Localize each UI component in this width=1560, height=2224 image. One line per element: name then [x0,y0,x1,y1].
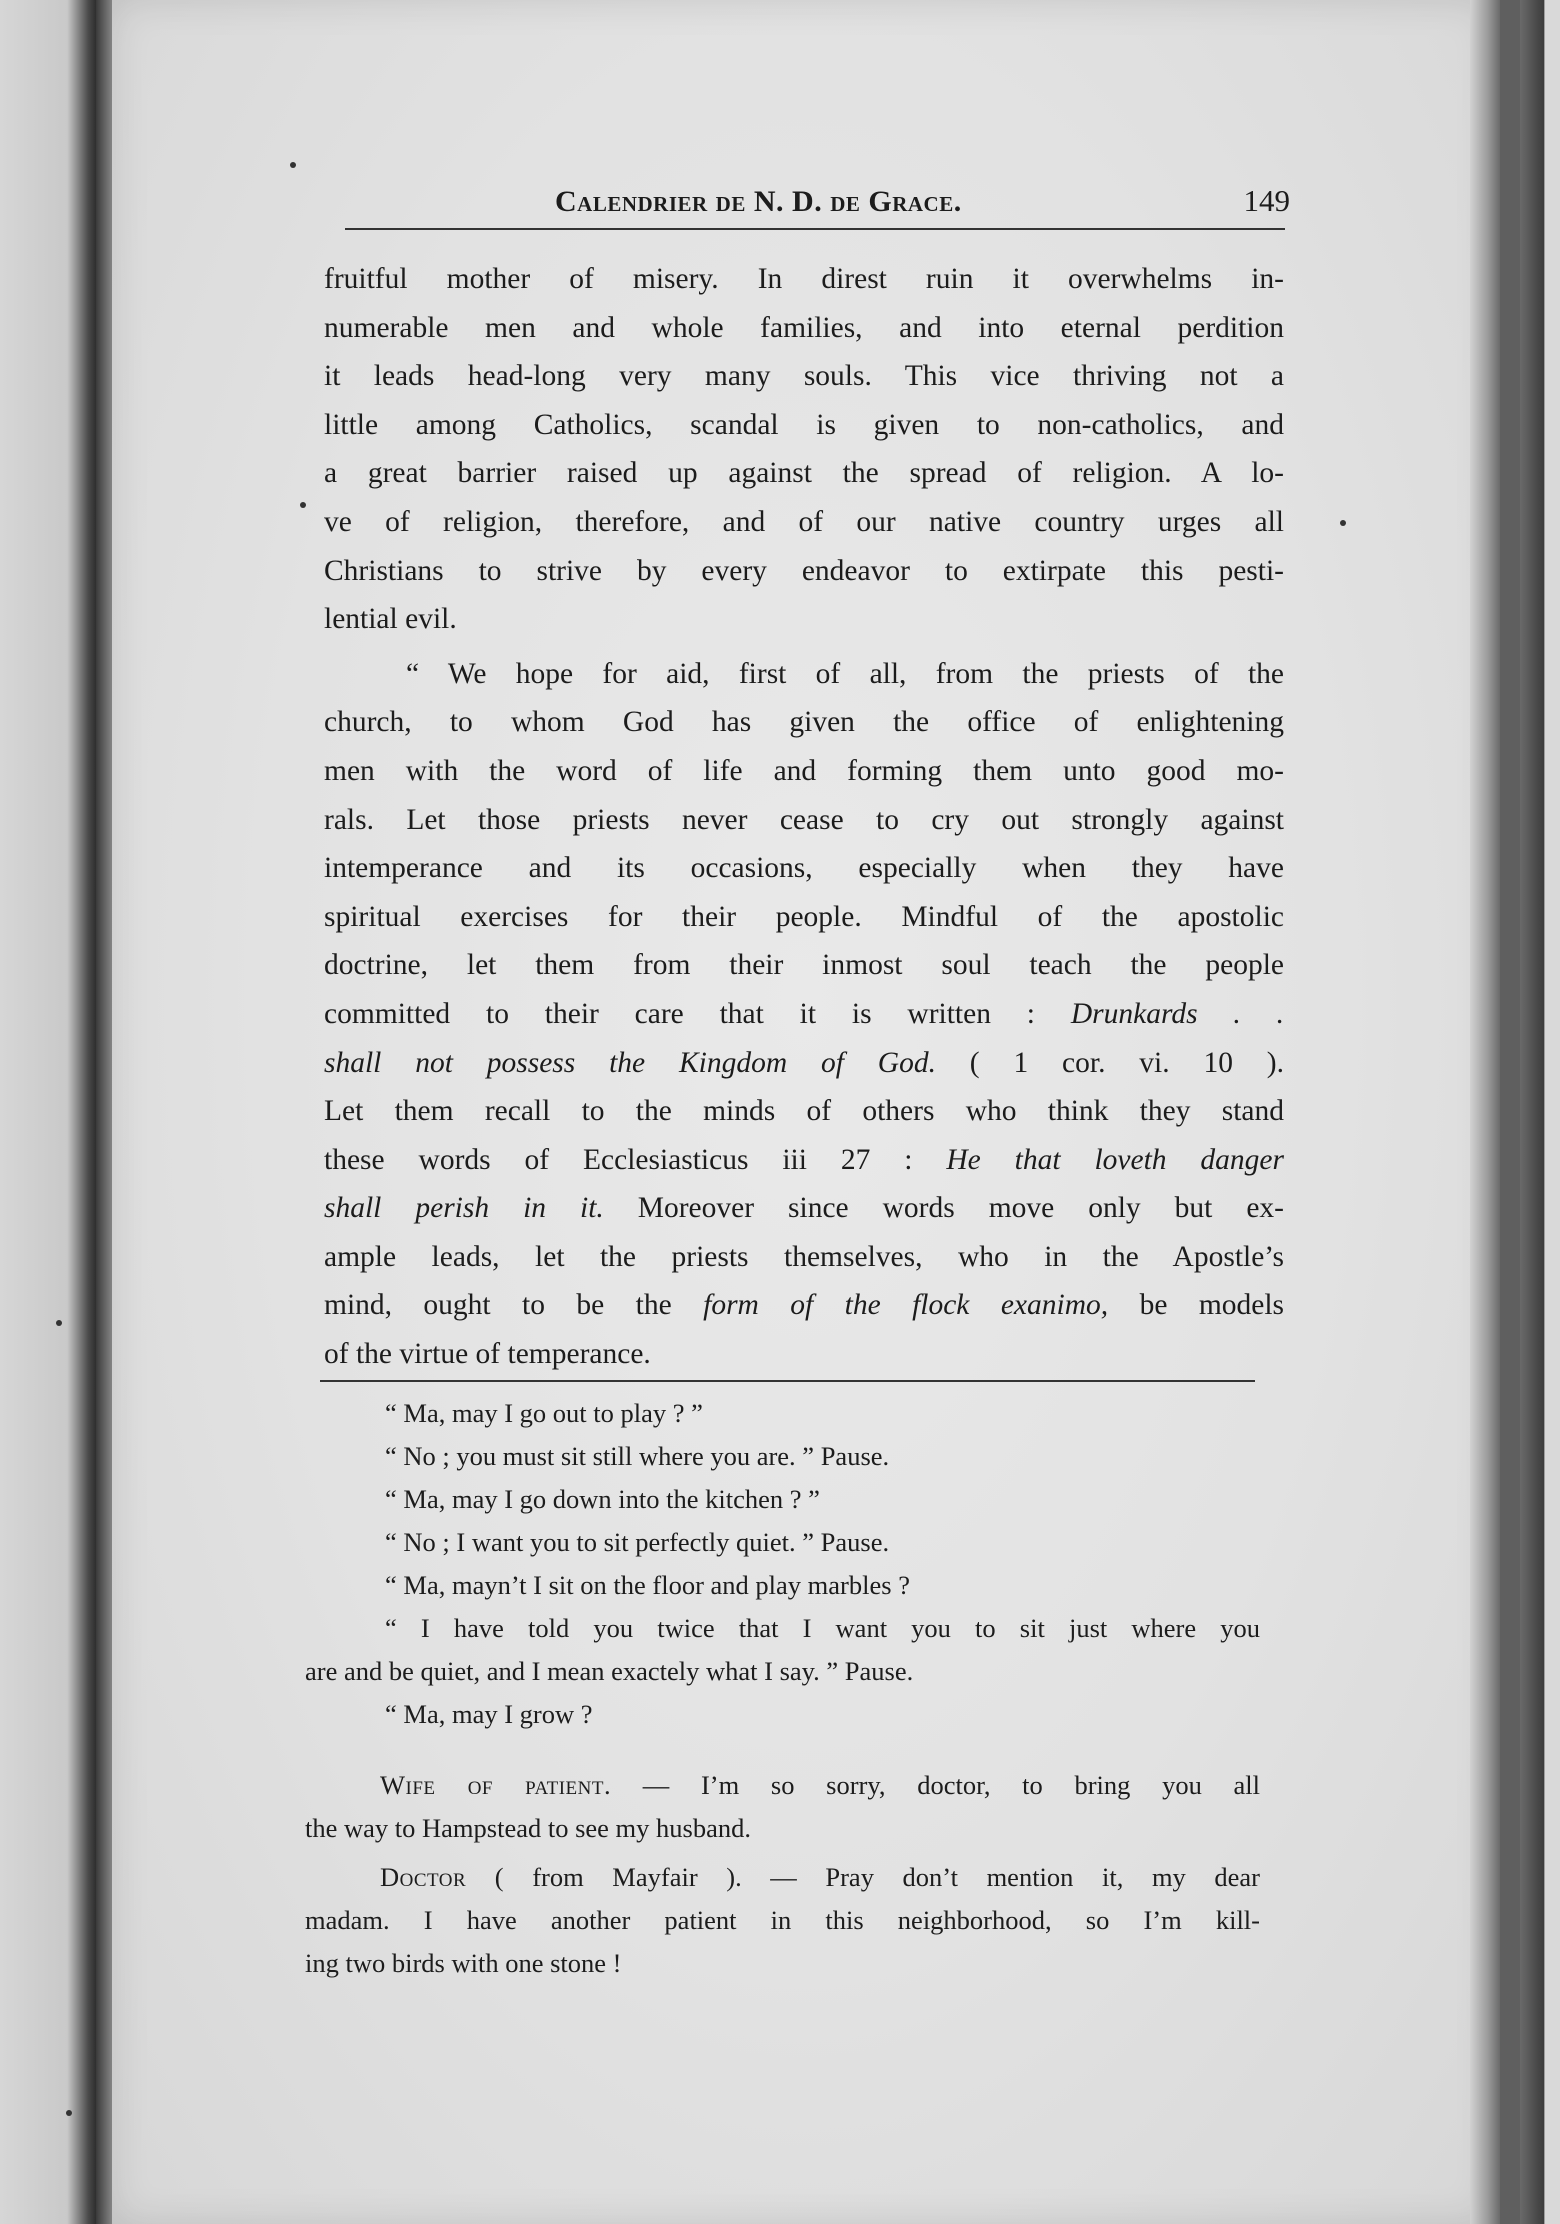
scan-speck [66,2110,72,2116]
dialogue-line: “ No ; you must sit still where you are. ” Pause. [385,1441,890,1471]
anecdote-line: the way to Hampstead to see my husband. [305,1813,751,1843]
running-head [340,175,1290,235]
text-line: spiritual exercises for their people. Mindful of the apostolic [324,900,1284,933]
text-run: ( from Mayfair ). — Pray don’t mention it, my dear [494,1862,1260,1892]
text-line [324,990,1284,1039]
text-line: ample leads, let the priests themselves, who in the Apostle’s [324,1240,1284,1273]
text-line: little among Catholics, scandal is given to non-catholics, and [324,408,1284,441]
text-line: ve of religion, therefore, and of our native country urges all [324,505,1284,538]
anecdote-line [305,1764,1260,1807]
dialogue-line: “ Ma, may I grow ? [385,1699,593,1729]
text-line [324,1281,1284,1330]
scan-speck [300,502,306,508]
dialogue-line: “ Ma, may I go out to play ? ” [385,1398,703,1428]
paragraph-gap [305,1736,1260,1764]
italic-quote: form of the flock exanimo, [703,1289,1109,1322]
text-line [324,1039,1284,1088]
text-line: fruitful mother of misery. In direst ruin it overwhelms in- [324,263,1284,295]
text-line [324,1184,1284,1233]
text-run: committed to their care that it is written : [324,997,1035,1030]
anecdote-line [305,1856,1260,1899]
speaker-label: Wife of patient. [380,1770,612,1800]
text-line: lential evil. [324,603,457,636]
italic-quote: shall perish in it. [324,1192,604,1225]
text-line: of the virtue of temperance. [324,1338,651,1371]
anecdote-line: ing two birds with one stone ! [305,1948,622,1978]
text-line: intemperance and its occasions, especially when they have [324,852,1284,885]
text-line: “ We hope for aid, first of all, from the priests of the [406,657,1284,690]
running-title: Calendrier de N. D. de Grace. [555,185,962,218]
text-line: Christians to strive by every endeavor to extirpate this pesti- [324,554,1284,587]
text-run: be models [1139,1289,1285,1322]
text-line: men with the word of life and forming them unto good mo- [324,754,1284,787]
page-number: 149 [1243,183,1290,218]
text-line [324,1136,1284,1185]
text-line: Let them recall to the minds of others who think they stand [324,1095,1284,1128]
text-run: these words of Ecclesiasticus iii 27 : [324,1143,913,1176]
text-line: church, to whom God has given the office of enlightening [324,706,1284,739]
anecdote-line: madam. I have another patient in this neighborhood, so I’m kill- [305,1905,1260,1935]
dialogue-line: “ Ma, may I go down into the kitchen ? ” [385,1484,820,1514]
text-line: doctrine, let them from their inmost soul teach the people [324,949,1284,982]
text-run: — I’m so sorry, doctor, to bring you all [642,1770,1261,1800]
italic-quote: shall not possess the Kingdom of God. [324,1046,936,1079]
dialogue-line: “ I have told you twice that I want you to sit just where you [385,1613,1260,1643]
italic-quote: He that loveth danger [946,1143,1285,1176]
scan-speck [290,162,296,168]
section-divider [320,1380,1255,1382]
humor-section [305,1392,1260,1985]
text-run: mind, ought to be the [324,1289,672,1322]
main-text [324,255,1284,1379]
scan-speck [1340,520,1346,526]
text-line: it leads head-long very many souls. This vice thriving not a [324,360,1284,393]
text-run: Moreover since words move only but ex- [637,1192,1284,1225]
citation: ( 1 cor. vi. 10 ). [969,1046,1284,1079]
scan-speck [56,1320,62,1326]
text-line: a great barrier raised up against the spread of religion. A lo- [324,457,1284,490]
text-line: rals. Let those priests never cease to cry out strongly against [324,803,1284,836]
dialogue-line: are and be quiet, and I mean exactely what I say. ” Pause. [305,1656,914,1686]
speaker-label: Doctor [380,1862,467,1892]
dialogue-line: “ No ; I want you to sit perfectly quiet. ” Pause. [385,1527,890,1557]
italic-quote: Drunkards . . [1070,997,1285,1030]
dialogue-line: “ Ma, mayn’t I sit on the floor and play marbles ? [385,1570,910,1600]
header-rule [345,228,1285,230]
text-line: numerable men and whole families, and into eternal perdition [324,311,1284,344]
